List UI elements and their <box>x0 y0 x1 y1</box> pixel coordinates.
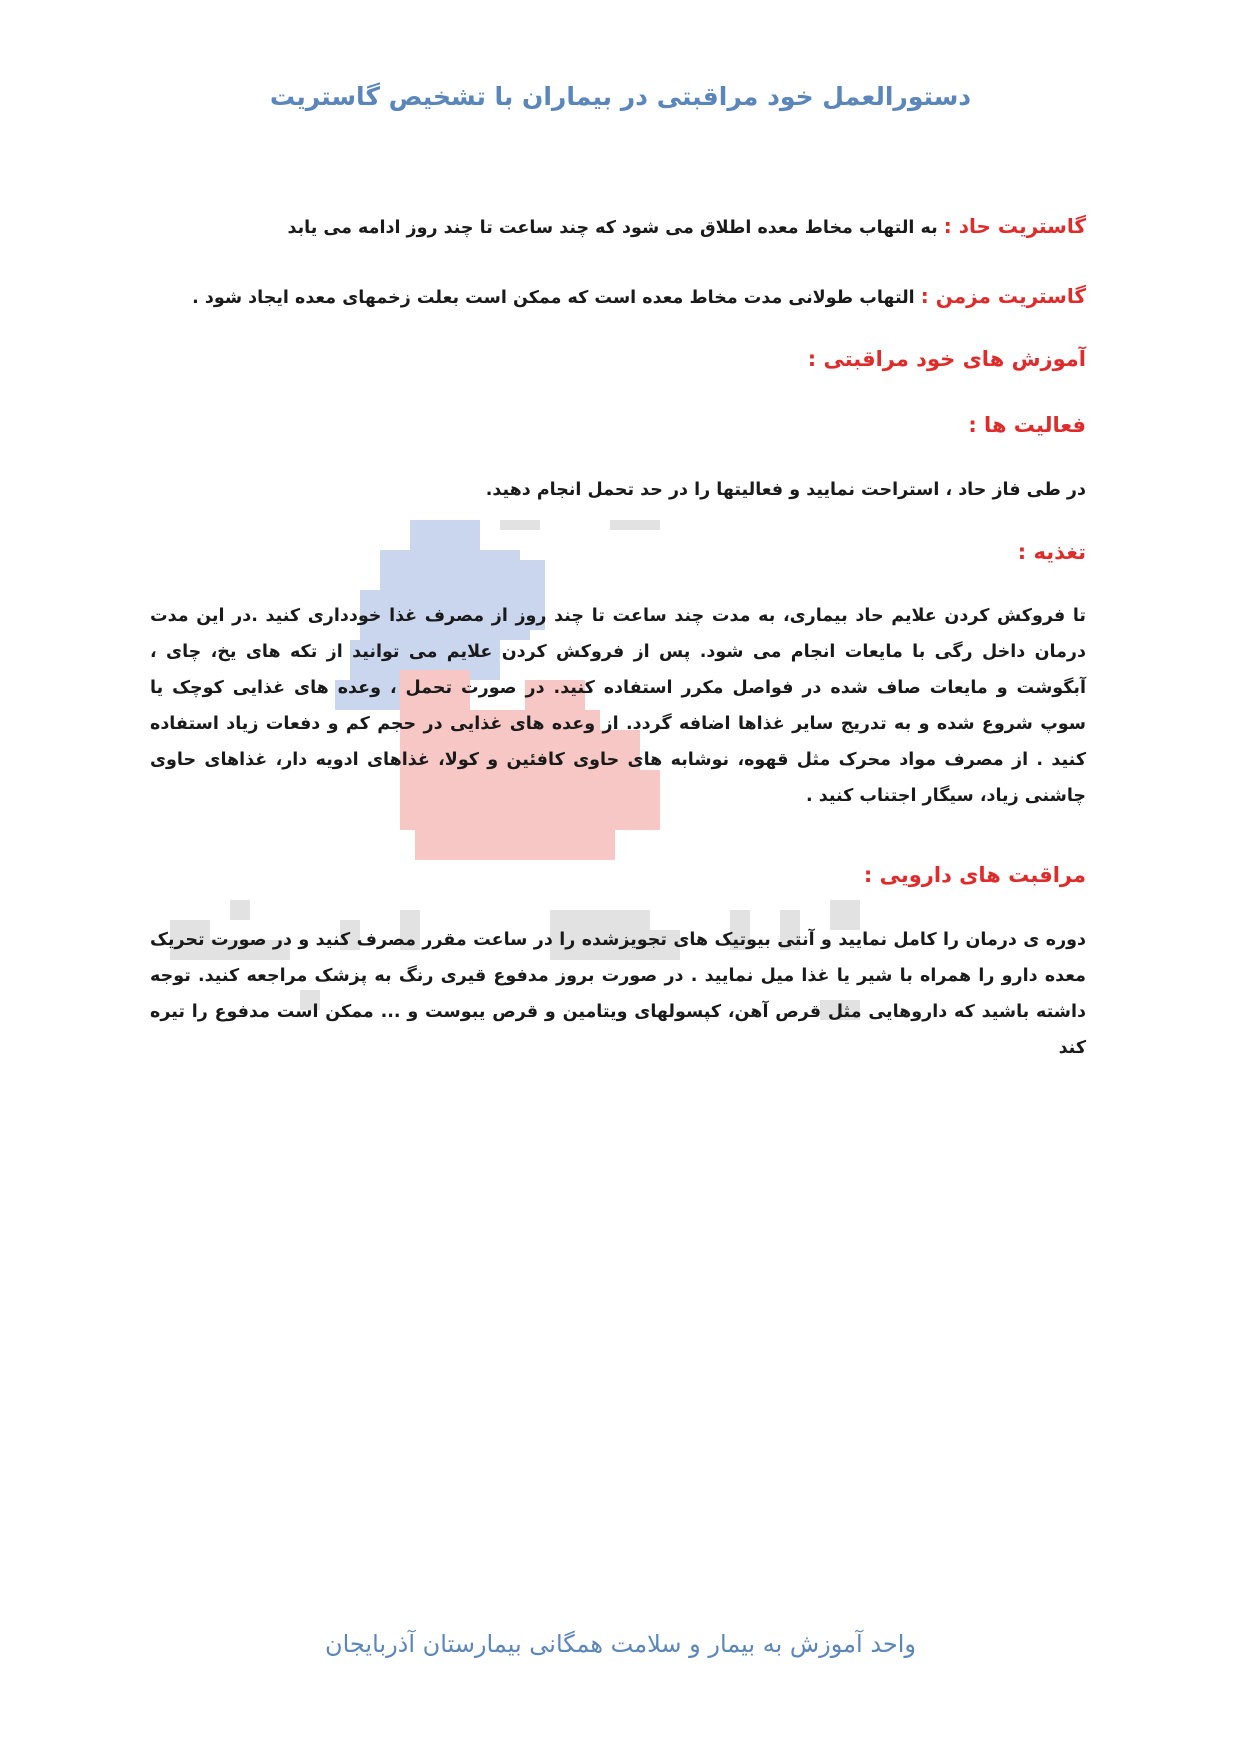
definition-text: به التهاب مخاط معده اطلاق می شود که چند ساعت تا چند روز ادامه می یابد <box>287 218 944 238</box>
section-heading-activity: فعالیت ها : <box>968 413 1086 437</box>
section-heading-medication: مراقبت های دارویی : <box>863 863 1086 887</box>
self-care-heading: آموزش های خود مراقبتی : <box>807 347 1086 371</box>
section-text-nutrition: تا فروکش کردن علایم حاد بیماری، به مدت چند ساعت تا چند روز از مصرف غذا خودداری کنید .در این مدت درمان داخل رگی با مایعات انجام می شود. پس از فروکش کردن علایم می توانید از تکه های یخ، چای ، آبگوشت و مایعات صاف شده در فواصل مکرر استفاده کنید. در صورت تحمل ، وعده های غذایی کوچک یا سوپ شروع شده و به تدریج سایر غذاها اضافه گردد. از وعده های غذایی در حجم کم و دفعات زیاد استفاده کنید . از مصرف مواد محرک مثل قهوه، نوشابه های حاوی کافئین و کولا، غذاهای ادویه دار، غذاهای حاوی چاشنی زیاد، سیگار اجتناب کنید . <box>150 606 1086 806</box>
definition-term: گاستریت مزمن : <box>920 284 1086 308</box>
definition-term: گاستریت حاد : <box>943 214 1086 238</box>
section-text-activity: در طی فاز حاد ، استراحت نمایید و فعالیتها را در حد تحمل انجام دهید. <box>485 480 1086 500</box>
section-heading-nutrition: تغذیه : <box>1017 540 1086 564</box>
definition-chronic-gastritis <box>150 284 1086 308</box>
definition-acute-gastritis <box>150 214 1086 238</box>
document-footer: واحد آموزش به بیمار و سلامت همگانی بیمارستان آذربایجان <box>324 1630 917 1658</box>
document-title: دستورالعمل خود مراقبتی در بیماران با تشخیص گاستریت <box>269 82 972 111</box>
section-text-medication: دوره ی درمان را کامل نمایید و آنتی بیوتیک های تجویزشده را در ساعت مقرر مصرف کنید و در صورت تحریک معده دارو را همراه با شیر یا غذا میل نمایید . در صورت بروز مدفوع قیری رنگ به پزشک مراجعه کنید. توجه داشته باشید که داروهایی مثل قرص آهن، کپسولهای ویتامین و قرص یبوست و ... ممکن است مدفوع را تیره کند <box>150 930 1086 1058</box>
definition-text: التهاب طولانی مدت مخاط معده است که ممکن است بعلت زخمهای معده ایجاد شود . <box>192 288 921 308</box>
